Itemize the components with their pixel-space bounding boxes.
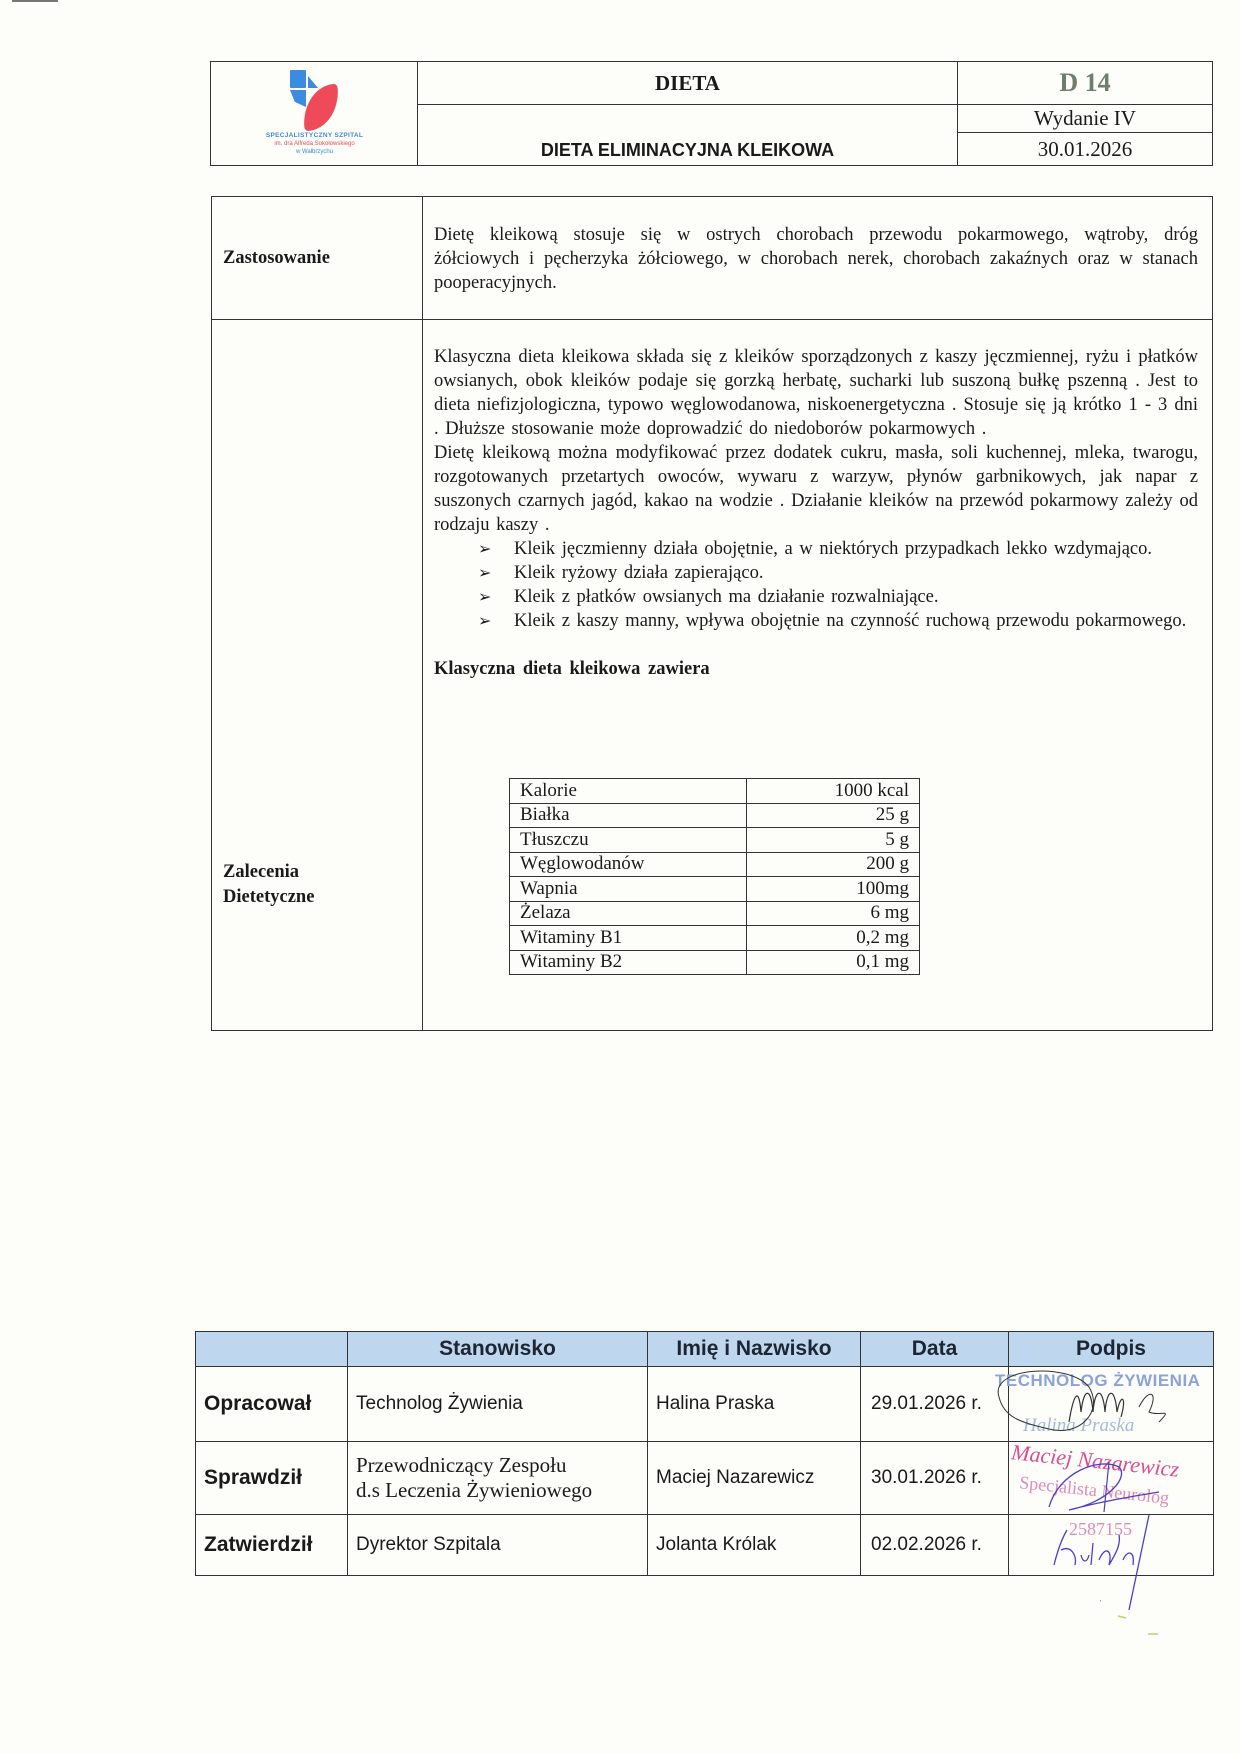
stamp-text: Halina Praska (1023, 1415, 1135, 1436)
logo-leaf-icon (301, 84, 340, 131)
person-name-cell: Maciej Nazarewicz (648, 1442, 861, 1515)
role-cell: Opracował (196, 1367, 348, 1442)
date-cell: 02.02.2026 r. (861, 1515, 1009, 1576)
table-row (196, 1442, 1214, 1515)
document-title: DIETA ELIMINACYJNA KLEIKOWA (418, 105, 958, 165)
position-cell: Przewodniczący Zespołu d.s Leczenia Żywieniowego (348, 1442, 648, 1515)
nutrition-table (509, 778, 920, 975)
table-row: Kalorie 1000 kcal (510, 779, 920, 804)
document-date: 30.01.2026 (1037, 136, 1133, 161)
logo-text-line2: im. dra Alfreda Sokołowskiego (274, 141, 355, 147)
document-category: DIETA (418, 62, 958, 105)
date-cell: 30.01.2026 r. (861, 1442, 1009, 1515)
table-row: Białka 25 g (510, 803, 920, 828)
document-header (210, 61, 1213, 166)
hospital-logo-cell (211, 62, 418, 165)
role-cell: Zatwierdził (196, 1515, 348, 1576)
person-name-cell: Jolanta Królak (648, 1515, 861, 1576)
document-code: D 14 (958, 62, 1212, 105)
application-text: Dietę kleikową stosuje się w ostrych chorobach przewodu pokarmowego, wątroby, dróg żółciowych i pęcherzyka żółciowego, w chorobach nerek, chorobach zakaźnych oraz w stanach pooperacyjnych. (434, 225, 1198, 293)
table-row: Węglowodanów 200 g (510, 852, 920, 877)
arrow-bullet-icon: ➢ (478, 539, 492, 558)
list-item: ➢ Kleik z kaszy manny, wpływa obojętnie na czynność ruchową przewodu pokarmowego. (478, 611, 1187, 631)
role-cell: Sprawdził (196, 1442, 348, 1515)
table-row: Tłuszczu 5 g (510, 828, 920, 853)
recommendations-label-line1: Zalecenia (223, 862, 300, 882)
gruel-effects-list (434, 537, 1198, 633)
scan-corner-mark (12, 0, 58, 2)
logo-cross-icon (290, 70, 306, 88)
nutrition-subheading: Klasyczna dieta kleikowa zawiera (434, 659, 710, 679)
arrow-bullet-icon: ➢ (478, 611, 492, 630)
position-cell: Dyrektor Szpitala (348, 1515, 648, 1576)
date-cell: 29.01.2026 r. (861, 1367, 1009, 1442)
table-row (196, 1515, 1214, 1576)
recommendations-label (212, 320, 423, 1030)
header-empty (196, 1332, 348, 1367)
recommendations-paragraph-2: Dietę kleikową można modyfikować przez dodatek cukru, masła, soli kuchennej, mleka, twarogu, rozgotowanych przetartych owoców, wywaru z warzyw, płynów garbnikowych, jak napar z suszonych czarnych jagód, kakao na wodzie . Działanie kleików na przewód pokarmowy zależy od rodzaju kaszy . (434, 443, 1198, 535)
application-text-cell (423, 197, 1212, 320)
header-position: Stanowisko (348, 1332, 648, 1367)
list-item: ➢ Kleik jęczmienny działa obojętnie, a w niektórych przypadkach lekko wzdymająco. (478, 539, 1153, 559)
table-header-row (196, 1332, 1214, 1367)
stamp-text: 2587155 (1069, 1519, 1132, 1539)
handwritten-signature-icon (1009, 1367, 1214, 1439)
arrow-bullet-icon: ➢ (478, 587, 492, 606)
hospital-logo (211, 62, 418, 165)
header-signature: Podpis (1009, 1332, 1214, 1367)
table-row: Witaminy B1 0,2 mg (510, 926, 920, 951)
stamp-text: Specjalista Neurolog (1018, 1472, 1171, 1508)
signature-cell (1009, 1515, 1214, 1576)
logo-text-line1: SPECJALISTYCZNY SZPITAL (265, 132, 364, 139)
list-item: ➢ Kleik ryżowy działa zapierająco. (478, 563, 764, 583)
recommendations-paragraph-1: Klasyczna dieta kleikowa składa się z kleików sporządzonych z kaszy jęczmiennej, ryżu i płatków owsianych, obok kleików podaje się gorzką herbatę, sucharki lub suszoną bułkę pszenną . Jest to dieta niefizjologiczna, typowo węglowodanowa, niskoenergetyczna . Stosuje się ją krótko 1 - 3 dni . Dłuższe stosowanie może doprowadzić do niedoborów pokarmowych . (434, 347, 1198, 439)
handwritten-signature-icon (1009, 1515, 1214, 1573)
header-name: Imię i Nazwisko (648, 1332, 861, 1367)
header-date: Data (861, 1332, 1009, 1367)
stamp-text: TECHNOLOG ŻYWIENIA (995, 1371, 1201, 1390)
signature-stroke-tail-icon (1100, 1600, 1180, 1660)
signature-cell (995, 1367, 1214, 1442)
arrow-bullet-icon: ➢ (478, 563, 492, 582)
approval-table (195, 1331, 1213, 1576)
table-row: Wapnia 100mg (510, 877, 920, 902)
table-row (196, 1367, 1214, 1442)
handwritten-signature-icon (1009, 1442, 1214, 1512)
diet-content-table (211, 196, 1213, 1031)
recommendations-label-line2: Dietetyczne (223, 887, 315, 907)
logo-cross-icon-part (290, 90, 306, 107)
table-row: Witaminy B2 0,1 mg (510, 950, 920, 975)
person-name-cell: Halina Praska (648, 1367, 861, 1442)
document-edition: Wydanie IV (958, 105, 1212, 133)
signature-cell (1009, 1439, 1214, 1515)
recommendations-text-cell (423, 320, 1212, 1030)
logo-text-line3: w Wałbrzychu (295, 149, 334, 155)
position-cell: Technolog Żywienia (348, 1367, 648, 1442)
application-label: Zastosowanie (212, 197, 423, 320)
logo-cross-icon-part (308, 76, 318, 88)
list-item: ➢ Kleik z płatków owsianych ma działanie rozwalniające. (478, 587, 939, 607)
stamp-text: Maciej Nazarewicz (1010, 1439, 1181, 1482)
table-row: Żelaza 6 mg (510, 901, 920, 926)
